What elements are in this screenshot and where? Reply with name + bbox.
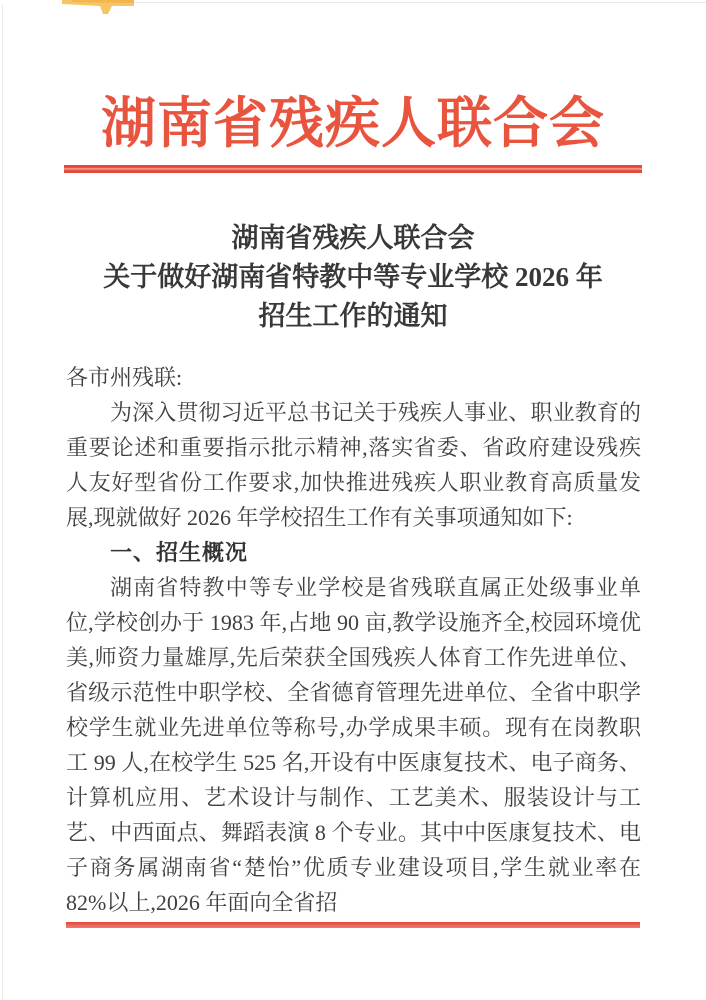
- intro-paragraph: 为深入贯彻习近平总书记关于残疾人事业、职业教育的重要论述和重要指示批示精神,落实省委、省政府建设残疾人友好型省份工作要求,加快推进残疾人职业教育高质量发展,现就做好 2026 年学校招生工作有关事项通知如下:: [66, 400, 641, 530]
- salutation: 各市州残联:: [66, 365, 183, 390]
- section-1-heading: 一、招生概况: [110, 540, 249, 565]
- letterhead-org-name: 湖南省残疾人联合会: [100, 93, 605, 154]
- title-line-1: 湖南省残疾人联合会: [231, 223, 475, 253]
- letterhead-rule: [64, 165, 642, 173]
- page-top-edge: [88, 2, 706, 3]
- document-title: [0, 219, 706, 336]
- title-line-2: 关于做好湖南省特教中等专业学校 2026 年: [103, 262, 603, 292]
- title-line-3: 招生工作的通知: [258, 301, 448, 331]
- yellow-scan-artifact-icon: [62, 0, 134, 15]
- footer-rule: [66, 922, 640, 928]
- section-1-paragraph: 湖南省特教中等专业学校是省残联直属正处级事业单位,学校创办于 1983 年,占地 90 亩,教学设施齐全,校园环境优美,师资力量雄厚,先后荣获全国残疾人体育工作先进单位、省级示范性中职学校、全省德育管理先进单位、全省中职学校学生就业先进单位等称号,办学成果丰硕。现有在岗教职工 99 人,在校学生 525 名,开设有中医康复技术、电子商务、计算机应用、艺术设计与制作、工艺美术、服装设计与工艺、中西面点、舞蹈表演 8 个专业。其中中医康复技术、电子商务属湖南省“楚怡”优质专业建设项目,学生就业率在 82%以上,2026 年面向全省招: [66, 575, 641, 915]
- document-body: [66, 360, 641, 920]
